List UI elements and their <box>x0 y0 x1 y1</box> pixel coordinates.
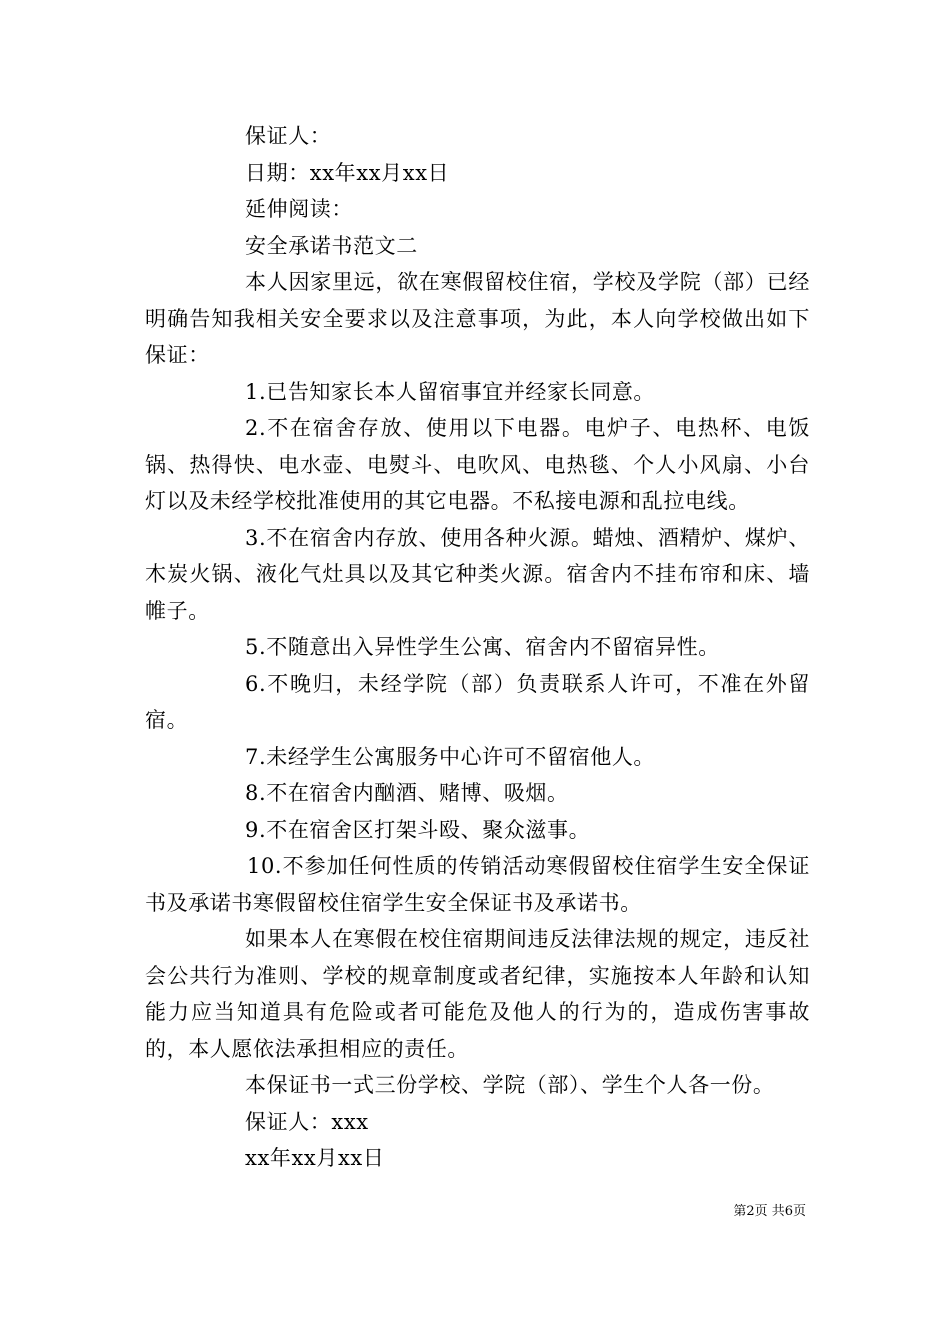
guarantor-signature: 保证人：xxx <box>245 1109 369 1134</box>
date-line: 日期：xx年xx月xx日 <box>245 160 450 185</box>
document-body <box>145 118 810 1177</box>
page-number-footer: 第2页 共6页 <box>733 1204 806 1219</box>
liability-paragraph: 如果本人在寒假在校住宿期间违反法律法规的规定，违反社会公共行为准则、学校的规章制度或者纪律，实施按本人年龄和认知能力应当知道具有危险或者可能危及他人的行为的，造成伤害事故的，本人愿依法承担相应的责任。 <box>145 927 810 1061</box>
item-7: 7.未经学生公寓服务中心许可不留宿他人。 <box>245 744 656 769</box>
item-9: 9.不在宿舍区打架斗殴、聚众滋事。 <box>245 817 591 842</box>
item-1: 1.已告知家长本人留宿事宜并经家长同意。 <box>245 379 656 404</box>
extended-reading-label: 延伸阅读： <box>245 197 353 221</box>
signature-date: xx年xx月xx日 <box>245 1146 385 1170</box>
item-3: 3.不在宿舍内存放、使用各种火源。蜡烛、酒精炉、煤炉、木炭火锅、液化气灶具以及其它种类火源。宿舍内不挂布帘和床、墙帷子。 <box>145 525 810 623</box>
section-title: 安全承诺书范文二 <box>245 233 418 258</box>
item-2: 2.不在宿舍存放、使用以下电器。电炉子、电热杯、电饭锅、热得快、电水壶、电熨斗、电吹风、电热毯、个人小风扇、小台灯以及未经学校批准使用的其它电器。不私接电源和乱拉电线。 <box>145 416 810 513</box>
guarantor-label: 保证人： <box>245 124 332 148</box>
item-5: 5.不随意出入异性学生公寓、宿舍内不留宿异性。 <box>245 635 720 659</box>
copies-note: 本保证书一式三份学校、学院（部）、学生个人各一份。 <box>245 1073 775 1097</box>
item-10: 10.不参加任何性质的传销活动寒假留校住宿学生安全保证书及承诺书寒假留校住宿学生安全保证书及承诺书。 <box>145 854 810 915</box>
item-6: 6.不晚归，未经学院（部）负责联系人许可，不准在外留宿。 <box>145 671 810 732</box>
item-8: 8.不在宿舍内酗酒、赌博、吸烟。 <box>245 781 569 805</box>
intro-paragraph: 本人因家里远，欲在寒假留校住宿，学校及学院（部）已经明确告知我相关安全要求以及注意事项，为此，本人向学校做出如下保证： <box>145 270 810 367</box>
